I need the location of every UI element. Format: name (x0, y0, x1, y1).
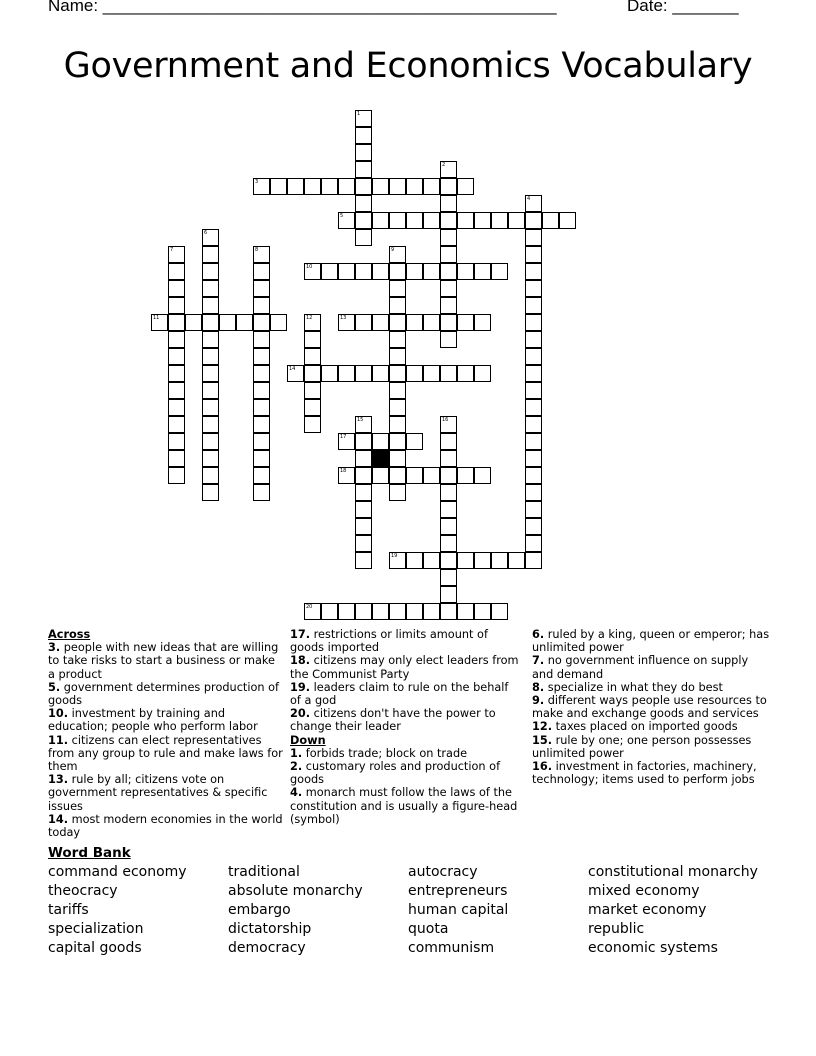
grid-cell[interactable] (389, 263, 406, 280)
grid-cell[interactable] (525, 246, 542, 263)
grid-cell[interactable] (338, 365, 355, 382)
clue-down: 6. ruled by a king, queen or emperor; has unlimited power (532, 628, 770, 655)
grid-cell[interactable] (440, 314, 457, 331)
grid-cell[interactable] (202, 433, 219, 450)
clue-down: 7. no government influence on supply and demand (532, 654, 749, 681)
grid-cell[interactable] (355, 467, 372, 484)
grid-cell[interactable] (202, 348, 219, 365)
grid-cell[interactable] (253, 348, 270, 365)
clue-down: 1. forbids trade; block on trade (290, 746, 468, 760)
grid-cell[interactable] (559, 212, 576, 229)
grid-cell[interactable] (474, 467, 491, 484)
grid-cell[interactable] (372, 467, 389, 484)
grid-cell[interactable] (440, 433, 457, 450)
grid-cell[interactable] (406, 603, 423, 620)
grid-cell[interactable] (321, 365, 338, 382)
grid-cell[interactable] (389, 365, 406, 382)
clue-down: 16. investment in factories, machinery, technology; items used to perform jobs (532, 760, 757, 787)
clue-across: 18. citizens may only elect leaders from the Communist Party (290, 654, 519, 681)
grid-cell[interactable] (389, 399, 406, 416)
grid-cell[interactable] (525, 229, 542, 246)
grid-cell[interactable] (389, 416, 406, 433)
grid-cell[interactable] (202, 484, 219, 501)
grid-cell[interactable] (491, 552, 508, 569)
grid-cell[interactable] (389, 382, 406, 399)
grid-cell[interactable] (202, 314, 219, 331)
grid-cell[interactable] (440, 535, 457, 552)
grid-cell[interactable] (440, 603, 457, 620)
grid-cell[interactable] (457, 314, 474, 331)
grid-cell[interactable] (440, 484, 457, 501)
grid-cell[interactable] (440, 229, 457, 246)
clue-column-1 (48, 628, 284, 839)
grid-cell[interactable] (168, 467, 185, 484)
grid-cell[interactable] (253, 314, 270, 331)
across-heading: Across (48, 628, 91, 641)
grid-cell[interactable] (355, 603, 372, 620)
grid-cell[interactable] (253, 382, 270, 399)
grid-cell[interactable] (355, 229, 372, 246)
grid-cell[interactable] (423, 314, 440, 331)
grid-cell[interactable] (457, 603, 474, 620)
grid-cell[interactable] (423, 603, 440, 620)
grid-cell[interactable] (304, 416, 321, 433)
grid-cell[interactable] (525, 348, 542, 365)
page-title: Government and Economics Vocabulary (63, 46, 753, 86)
grid-cell[interactable] (440, 518, 457, 535)
grid-cell[interactable] (440, 297, 457, 314)
word-bank-item: tariffs (48, 902, 89, 918)
grid-cell[interactable] (423, 263, 440, 280)
grid-cell[interactable] (202, 297, 219, 314)
grid-cell[interactable] (525, 518, 542, 535)
grid-cell[interactable] (253, 365, 270, 382)
grid-cell[interactable] (440, 365, 457, 382)
clue-number: 10 (306, 264, 313, 270)
grid-cell[interactable] (525, 501, 542, 518)
grid-cell[interactable] (202, 331, 219, 348)
grid-cell[interactable] (338, 178, 355, 195)
grid-cell[interactable] (304, 348, 321, 365)
word-bank-item: command economy (48, 864, 187, 880)
word-bank-item: democracy (228, 940, 306, 956)
grid-cell[interactable] (372, 263, 389, 280)
grid-cell[interactable] (525, 314, 542, 331)
grid-cell[interactable] (491, 212, 508, 229)
grid-cell[interactable] (202, 416, 219, 433)
word-bank-column (228, 863, 363, 958)
grid-cell[interactable] (440, 212, 457, 229)
clue-number: 16 (442, 417, 449, 423)
word-bank-item: traditional (228, 864, 300, 880)
grid-cell[interactable] (287, 178, 304, 195)
grid-cell[interactable] (389, 467, 406, 484)
word-bank-item: capital goods (48, 940, 142, 956)
grid-cell[interactable] (406, 467, 423, 484)
clue-number: 20 (306, 604, 313, 610)
grid-cell[interactable] (321, 178, 338, 195)
grid-cell[interactable] (253, 331, 270, 348)
grid-cell[interactable] (440, 195, 457, 212)
grid-cell[interactable] (355, 518, 372, 535)
word-bank-item: market economy (588, 902, 707, 918)
grid-cell[interactable] (525, 535, 542, 552)
grid-cell[interactable] (168, 450, 185, 467)
grid-cell[interactable] (474, 212, 491, 229)
grid-cell[interactable] (253, 263, 270, 280)
grid-cell[interactable] (440, 467, 457, 484)
word-bank-item: communism (408, 940, 495, 956)
grid-cell[interactable] (423, 212, 440, 229)
grid-cell[interactable] (355, 365, 372, 382)
grid-cell[interactable] (202, 246, 219, 263)
down-heading: Down (290, 733, 326, 747)
clue-across: 13. rule by all; citizens vote on government representatives & specific issues (48, 773, 268, 813)
grid-cell[interactable] (389, 314, 406, 331)
grid-cell[interactable] (457, 263, 474, 280)
grid-cell[interactable] (355, 144, 372, 161)
grid-cell[interactable] (270, 178, 287, 195)
clue-across: 5. government determines production of goods (48, 680, 280, 708)
clue-down: 4. monarch must follow the laws of the constitution and is usually a figure-head (symbol) (290, 786, 518, 826)
grid-cell[interactable] (508, 552, 525, 569)
grid-cell[interactable] (423, 552, 440, 569)
clue-across: 17. restrictions or limits amount of goods imported (290, 628, 488, 655)
clue-number: 5 (340, 213, 344, 219)
grid-cell[interactable] (474, 263, 491, 280)
grid-cell[interactable] (406, 212, 423, 229)
grid-cell[interactable] (202, 399, 219, 416)
grid-cell[interactable] (525, 331, 542, 348)
clue-down: 12. taxes placed on imported goods (532, 720, 738, 734)
word-bank-item: theocracy (48, 883, 118, 899)
word-bank-item: economic systems (588, 940, 718, 956)
grid-cell[interactable] (389, 212, 406, 229)
grid-cell[interactable] (389, 450, 406, 467)
grid-cell[interactable] (474, 365, 491, 382)
grid-cell[interactable] (270, 314, 287, 331)
word-bank-item: dictatorship (228, 921, 312, 937)
clue-number: 7 (170, 247, 174, 253)
grid-cell[interactable] (355, 433, 372, 450)
word-bank-item: constitutional monarchy (588, 864, 758, 880)
grid-cell[interactable] (219, 314, 236, 331)
word-bank-item: republic (588, 921, 645, 937)
grid-cell[interactable] (372, 212, 389, 229)
grid-cell[interactable] (355, 195, 372, 212)
grid-cell[interactable] (440, 263, 457, 280)
grid-cell[interactable] (355, 535, 372, 552)
grid-cell[interactable] (202, 280, 219, 297)
word-bank-title: Word Bank (48, 845, 131, 861)
clue-column-2 (290, 628, 522, 826)
grid-cell[interactable] (389, 178, 406, 195)
word-bank-item: entrepreneurs (408, 883, 508, 899)
grid-cell[interactable] (355, 161, 372, 178)
grid-cell[interactable] (542, 212, 559, 229)
grid-cell[interactable] (440, 246, 457, 263)
clue-number: 12 (306, 315, 313, 321)
black-cell (372, 450, 389, 467)
grid-cell[interactable] (406, 433, 423, 450)
grid-cell[interactable] (491, 603, 508, 620)
clue-number: 19 (391, 553, 398, 559)
grid-cell[interactable] (389, 297, 406, 314)
grid-cell[interactable] (525, 552, 542, 569)
grid-cell[interactable] (389, 280, 406, 297)
grid-cell[interactable] (457, 552, 474, 569)
grid-cell[interactable] (321, 603, 338, 620)
word-bank-column (48, 863, 187, 958)
grid-cell[interactable] (355, 178, 372, 195)
clue-number: 4 (527, 196, 531, 202)
grid-cell[interactable] (236, 314, 253, 331)
clue-across: 10. investment by training and education; people who perform labor (48, 707, 258, 734)
grid-cell[interactable] (338, 603, 355, 620)
name-field[interactable]: Name: ________________________________________________ (48, 0, 557, 15)
grid-cell[interactable] (406, 552, 423, 569)
word-bank-item: mixed economy (588, 883, 700, 899)
grid-cell[interactable] (202, 450, 219, 467)
grid-cell[interactable] (423, 365, 440, 382)
clue-number: 3 (255, 179, 259, 185)
grid-cell[interactable] (457, 178, 474, 195)
grid-cell[interactable] (372, 433, 389, 450)
grid-cell[interactable] (525, 433, 542, 450)
clue-number: 6 (204, 230, 208, 236)
grid-cell[interactable] (168, 263, 185, 280)
grid-cell[interactable] (457, 467, 474, 484)
grid-cell[interactable] (389, 603, 406, 620)
grid-cell[interactable] (440, 586, 457, 603)
clue-across: 20. citizens don't have the power to change their leader (290, 707, 496, 734)
grid-cell[interactable] (457, 365, 474, 382)
clue-across: 11. citizens can elect representatives from any group to rule and make laws for them (48, 733, 283, 774)
clue-column-3 (532, 628, 772, 786)
word-bank-item: embargo (228, 902, 291, 918)
word-bank-column (408, 863, 508, 958)
grid-cell[interactable] (355, 212, 372, 229)
grid-cell[interactable] (355, 450, 372, 467)
grid-cell[interactable] (406, 365, 423, 382)
grid-cell[interactable] (168, 382, 185, 399)
clue-number: 14 (289, 366, 296, 372)
grid-cell[interactable] (440, 569, 457, 586)
grid-cell[interactable] (389, 348, 406, 365)
grid-cell[interactable] (389, 433, 406, 450)
clue-across: 3. people with new ideas that are willing to take risks to start a business or make a product (48, 641, 279, 681)
grid-cell[interactable] (423, 467, 440, 484)
clue-down: 9. different ways people use resources to make and exchange goods and services (532, 694, 767, 721)
grid-cell[interactable] (372, 365, 389, 382)
grid-cell[interactable] (168, 297, 185, 314)
clue-number: 8 (255, 247, 259, 253)
grid-cell[interactable] (253, 467, 270, 484)
grid-cell[interactable] (389, 331, 406, 348)
word-bank-column (588, 863, 758, 958)
grid-cell[interactable] (406, 314, 423, 331)
grid-cell[interactable] (355, 484, 372, 501)
clue-down: 15. rule by one; one person possesses unlimited power (532, 733, 752, 760)
clue-down: 8. specialize in what they do best (532, 680, 723, 694)
grid-cell[interactable] (406, 263, 423, 280)
grid-cell[interactable] (525, 297, 542, 314)
grid-cell[interactable] (372, 178, 389, 195)
grid-cell[interactable] (525, 280, 542, 297)
clue-number: 15 (357, 417, 364, 423)
grid-cell[interactable] (253, 297, 270, 314)
grid-cell[interactable] (304, 382, 321, 399)
clue-down: 2. customary roles and production of goods (290, 760, 501, 787)
clue-number: 1 (357, 111, 361, 117)
grid-cell[interactable] (355, 501, 372, 518)
grid-cell[interactable] (525, 212, 542, 229)
grid-cell[interactable] (253, 450, 270, 467)
clue-number: 13 (340, 315, 347, 321)
clue-across: 14. most modern economies in the world today (48, 812, 283, 840)
word-bank-item: quota (408, 921, 449, 937)
grid-cell[interactable] (253, 484, 270, 501)
grid-cell[interactable] (440, 501, 457, 518)
grid-cell[interactable] (168, 348, 185, 365)
grid-cell[interactable] (304, 399, 321, 416)
grid-cell[interactable] (168, 280, 185, 297)
grid-cell[interactable] (525, 416, 542, 433)
grid-cell[interactable] (355, 314, 372, 331)
date-field[interactable]: Date: _______ (627, 0, 739, 15)
grid-cell[interactable] (474, 314, 491, 331)
grid-cell[interactable] (491, 263, 508, 280)
grid-cell[interactable] (304, 178, 321, 195)
grid-cell[interactable] (168, 416, 185, 433)
grid-cell[interactable] (253, 399, 270, 416)
grid-cell[interactable] (202, 365, 219, 382)
grid-cell[interactable] (338, 263, 355, 280)
grid-cell[interactable] (440, 450, 457, 467)
grid-cell[interactable] (440, 178, 457, 195)
grid-cell[interactable] (168, 433, 185, 450)
clue-number: 18 (340, 468, 347, 474)
grid-cell[interactable] (525, 263, 542, 280)
grid-cell[interactable] (525, 450, 542, 467)
word-bank-item: autocracy (408, 864, 478, 880)
grid-cell[interactable] (474, 603, 491, 620)
grid-cell[interactable] (202, 467, 219, 484)
grid-cell[interactable] (253, 280, 270, 297)
grid-cell[interactable] (406, 178, 423, 195)
word-bank-item: human capital (408, 902, 509, 918)
word-bank-item: absolute monarchy (228, 883, 363, 899)
grid-cell[interactable] (355, 127, 372, 144)
grid-cell[interactable] (168, 331, 185, 348)
grid-cell[interactable] (440, 331, 457, 348)
grid-cell[interactable] (372, 314, 389, 331)
grid-cell[interactable] (525, 399, 542, 416)
grid-cell[interactable] (321, 263, 338, 280)
grid-cell[interactable] (304, 365, 321, 382)
clue-number: 11 (153, 315, 160, 321)
grid-cell[interactable] (355, 552, 372, 569)
grid-cell[interactable] (185, 314, 202, 331)
clue-number: 17 (340, 434, 347, 440)
grid-cell[interactable] (253, 416, 270, 433)
grid-cell[interactable] (525, 365, 542, 382)
grid-cell[interactable] (525, 484, 542, 501)
word-bank-item: specialization (48, 921, 144, 937)
grid-cell[interactable] (253, 433, 270, 450)
grid-cell[interactable] (168, 314, 185, 331)
grid-cell[interactable] (440, 552, 457, 569)
grid-cell[interactable] (202, 263, 219, 280)
grid-cell[interactable] (304, 331, 321, 348)
grid-cell[interactable] (202, 382, 219, 399)
grid-cell[interactable] (474, 552, 491, 569)
grid-cell[interactable] (525, 467, 542, 484)
grid-cell[interactable] (355, 263, 372, 280)
grid-cell[interactable] (508, 212, 525, 229)
grid-cell[interactable] (457, 212, 474, 229)
clue-number: 9 (391, 247, 395, 253)
grid-cell[interactable] (168, 399, 185, 416)
grid-cell[interactable] (389, 484, 406, 501)
grid-cell[interactable] (372, 603, 389, 620)
grid-cell[interactable] (423, 178, 440, 195)
grid-cell[interactable] (440, 280, 457, 297)
clue-number: 2 (442, 162, 446, 168)
grid-cell[interactable] (168, 365, 185, 382)
grid-cell[interactable] (525, 382, 542, 399)
clue-across: 19. leaders claim to rule on the behalf of a god (290, 680, 509, 708)
